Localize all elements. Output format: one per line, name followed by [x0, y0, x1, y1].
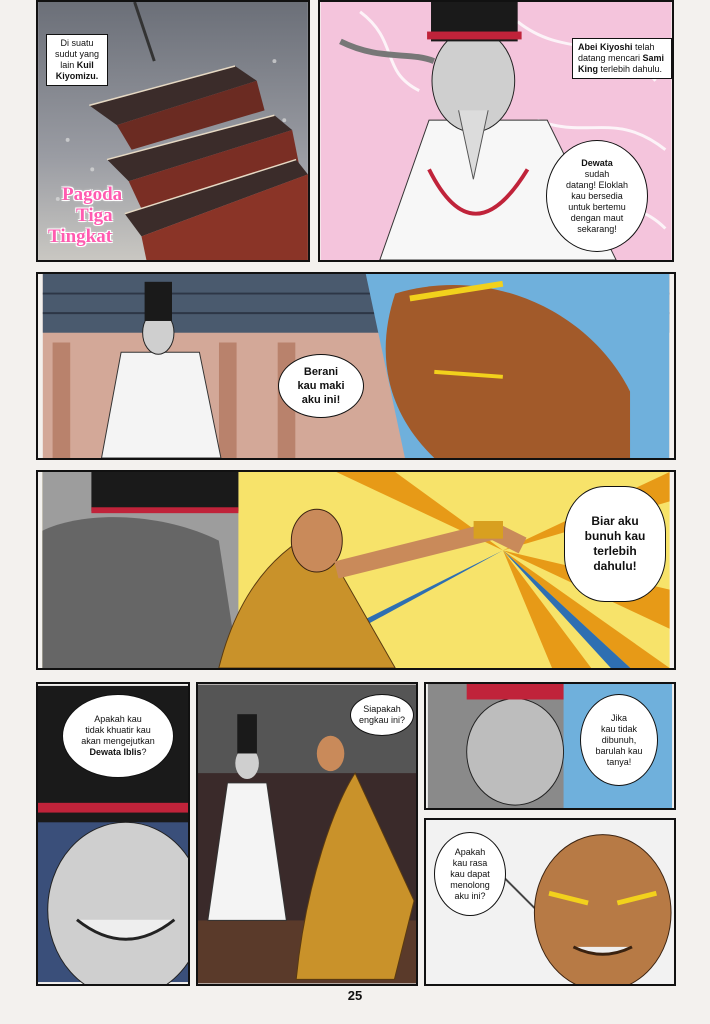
- speech-bubble: [580, 694, 658, 786]
- panel-elder-rage: [424, 682, 676, 810]
- caption-text: Abei Kiyoshi: [578, 42, 633, 52]
- bubble-text: kau rasa: [452, 857, 488, 868]
- bubble-text: Jika: [610, 712, 627, 723]
- bubble-text: datang! Eloklah: [565, 179, 629, 190]
- bubble-text: barulah kau: [595, 745, 643, 756]
- bubble-text: kau bersedia: [571, 190, 623, 201]
- panel-abei-kiyoshi: [318, 0, 674, 262]
- location-caption: [46, 34, 108, 86]
- bubble-text: dengan maut: [570, 212, 624, 223]
- caption-text: telah datang mencari: [578, 42, 655, 63]
- speech-bubble: [546, 140, 648, 252]
- bubble-text: ?: [141, 747, 147, 757]
- bubble-text: terlebih: [593, 544, 637, 558]
- bubble-text: kau dapat: [450, 868, 490, 879]
- caption-text: Kuil: [76, 60, 94, 70]
- title-line: Pagoda: [62, 184, 123, 205]
- caption-text: Di suatu: [60, 38, 94, 48]
- pagoda-title: [48, 184, 158, 247]
- speech-bubble: [278, 354, 364, 418]
- bubble-text: untuk bertemu: [568, 201, 626, 212]
- page-number: 25: [347, 988, 363, 1003]
- panel-hall-confrontation: [36, 272, 676, 460]
- bubble-text: akan mengejutkan: [81, 736, 155, 746]
- bubble-text: sudah: [584, 168, 610, 179]
- narration-caption: [572, 38, 672, 79]
- bubble-text: Siapakah: [363, 704, 401, 714]
- caption-text: Kiyomizu.: [55, 71, 99, 81]
- bubble-text: aku ini!: [301, 394, 341, 406]
- caption-text: Sami King: [578, 53, 665, 74]
- speech-bubble: [434, 832, 506, 916]
- panel-fighter-face: [424, 818, 676, 986]
- speech-bubble: [350, 694, 414, 736]
- bubble-text: kau tidak: [600, 723, 637, 734]
- bubble-text: bunuh kau: [584, 529, 646, 543]
- caption-text: sudut yang: [54, 49, 100, 59]
- hall-illustration: [38, 274, 674, 458]
- panel-pagoda: [36, 0, 310, 262]
- bubble-text: Apakah: [454, 846, 486, 857]
- caption-text: terlebih dahulu.: [598, 64, 663, 74]
- speech-bubble: [564, 486, 666, 602]
- title-line: Tingkat: [48, 226, 113, 247]
- bubble-text: Dewata Iblis: [89, 747, 142, 757]
- bubble-text: dibunuh,: [601, 734, 637, 745]
- panel-elder-grin: [36, 682, 190, 986]
- bubble-text: Biar aku: [591, 514, 639, 528]
- caption-text: lain: [60, 60, 77, 70]
- panel-attack: [36, 470, 676, 670]
- bubble-text: tanya!: [606, 756, 632, 767]
- bubble-text: Apakah kau: [94, 714, 142, 724]
- bubble-text: Dewata: [581, 157, 613, 168]
- bubble-text: kau maki: [297, 380, 345, 392]
- panel-standoff: [196, 682, 418, 986]
- bubble-text: Berani: [303, 366, 339, 378]
- bubble-text: sekarang!: [577, 223, 617, 234]
- bubble-text: dahulu!: [593, 559, 637, 573]
- bubble-text: menolong: [450, 879, 490, 890]
- bubble-text: tidak khuatir kau: [85, 725, 151, 735]
- speech-bubble: [62, 694, 174, 778]
- title-line: Tiga: [76, 205, 113, 226]
- bubble-text: aku ini?: [454, 890, 486, 901]
- bubble-text: engkau ini?: [358, 715, 406, 725]
